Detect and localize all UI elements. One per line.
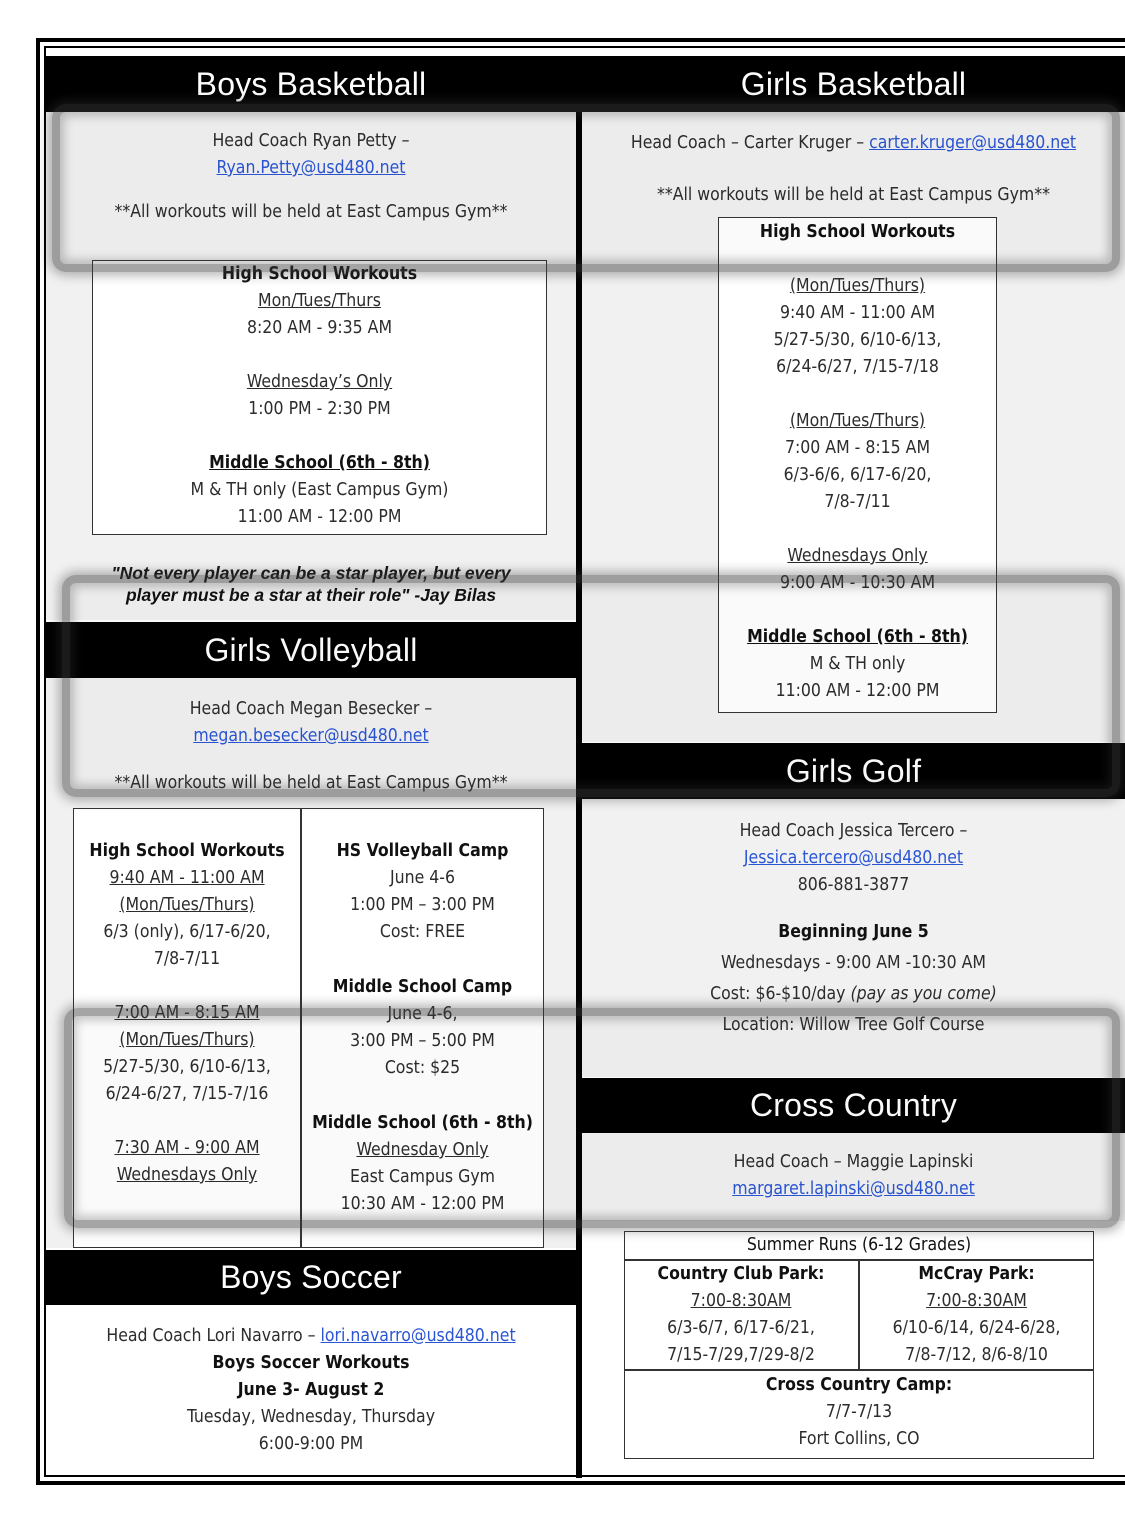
dates-label: June 3- August 2: [237, 1380, 385, 1400]
coach-name: Head Coach Megan Besecker –: [189, 699, 433, 719]
section-title: Girls Golf: [785, 752, 922, 789]
time-label: 6:00-9:00 PM: [258, 1434, 364, 1454]
camp-time: 3:00 PM – 5:00 PM: [350, 1031, 495, 1051]
section-title: Girls Basketball: [740, 65, 967, 102]
boys-soccer-header: [46, 1250, 576, 1305]
cost: Cost: $6-$10/day: [710, 984, 851, 1004]
ms-heading: Middle School (6th - 8th): [747, 627, 968, 647]
time-label: 9:40 AM - 11:00 AM: [109, 868, 265, 888]
camp-dates: June 4-6: [389, 868, 455, 888]
days-label: Wednesdays Only: [787, 546, 928, 566]
schedule: Wednesdays - 9:00 AM -10:30 AM: [720, 953, 987, 973]
mccray-park-cell: [859, 1261, 1094, 1369]
coach-name: Head Coach Ryan Petty –: [212, 131, 410, 151]
park-name: Country Club Park:: [657, 1264, 825, 1284]
time-label: 9:00 AM - 10:30 AM: [779, 573, 936, 593]
camp-heading: Cross Country Camp:: [765, 1375, 953, 1395]
ms-days: M & TH only: [809, 654, 906, 674]
location-note: **All workouts will be held at East Campus Gym**: [657, 185, 1050, 205]
hs-workouts-heading: High School Workouts: [89, 841, 285, 861]
dates-label: 6/3-6/6, 6/17-6/20,: [783, 465, 932, 485]
ms-location: East Campus Gym: [350, 1167, 495, 1187]
hs-workouts-heading: High School Workouts: [221, 264, 418, 284]
camp-dates: June 4-6,: [387, 1004, 458, 1024]
boys-soccer-info: [46, 1323, 576, 1458]
highlight-overlay: [64, 1008, 1120, 1228]
time-label: 7:00 AM - 8:15 AM: [784, 438, 931, 458]
dates-label: 6/3 (only), 6/17-6/20,: [103, 922, 271, 942]
park-dates: 6/3-6/7, 6/17-6/21,: [667, 1318, 815, 1338]
time-label: 7:00 AM - 8:15 AM: [114, 1003, 260, 1023]
time-label: 1:00 PM - 2:30 PM: [248, 399, 391, 419]
quote-line: "Not every player can be a star player, but every: [111, 563, 511, 583]
location: Location: Willow Tree Golf Course: [722, 1015, 985, 1035]
workouts-heading: Boys Soccer Workouts: [212, 1353, 410, 1373]
ms-days: Wednesday Only: [356, 1140, 489, 1160]
dates-label: 6/24-6/27, 7/15-7/18: [776, 357, 939, 377]
park-time: 7:00-8:30AM: [690, 1291, 792, 1311]
section-title: Boys Basketball: [195, 65, 427, 102]
phone-number: 806-881-3877: [797, 875, 910, 895]
ms-camp-heading: Middle School Camp: [332, 977, 513, 997]
coach-email-link[interactable]: Jessica.tercero@usd480.net: [743, 848, 964, 868]
ms-heading: Middle School (6th - 8th): [209, 453, 430, 473]
park-dates: 7/15-7/29,7/29-8/2: [667, 1345, 815, 1365]
coach-email-link[interactable]: margaret.lapinski@usd480.net: [732, 1179, 975, 1199]
hs-workouts-heading: High School Workouts: [759, 222, 956, 242]
days-label: Wednesday’s Only: [246, 372, 393, 392]
girls-golf-info: [582, 818, 1125, 1039]
ms-time: 11:00 AM - 12:00 PM: [775, 681, 940, 701]
days-label: (Mon/Tues/Thurs): [789, 411, 926, 431]
location-note: **All workouts will be held at East Campus Gym**: [114, 773, 508, 793]
dates-label: 7/8-7/11: [153, 949, 221, 969]
days-label: Tuesday, Wednesday, Thursday: [186, 1407, 436, 1427]
coach-email-link[interactable]: lori.navarro@usd480.net: [320, 1326, 516, 1346]
quote-line: player must be a star at their role" -Jay Bilas: [125, 585, 497, 605]
dates-label: 5/27-5/30, 6/10-6/13,: [773, 330, 942, 350]
highlight-overlay: [52, 104, 1120, 272]
start-date: Beginning June 5: [778, 922, 929, 942]
location-note: **All workouts will be held at East Campus Gym**: [114, 202, 508, 222]
camp-dates: 7/7-7/13: [825, 1402, 893, 1422]
camp-cost: Cost: FREE: [379, 922, 466, 942]
cross-country-camp-cell: [624, 1372, 1094, 1453]
coach-email-link[interactable]: carter.kruger@usd480.net: [869, 133, 1077, 153]
coach-email-link[interactable]: megan.besecker@usd480.net: [193, 726, 429, 746]
section-title: Cross Country: [749, 1087, 958, 1123]
coach-name: Head Coach Lori Navarro –: [106, 1326, 321, 1346]
time-label: 8:20 AM - 9:35 AM: [246, 318, 393, 338]
ms-days: M & TH only (East Campus Gym): [190, 480, 449, 500]
camp-heading: HS Volleyball Camp: [336, 841, 509, 861]
time-label: 9:40 AM - 11:00 AM: [779, 303, 936, 323]
time-label: 7:30 AM - 9:00 AM: [114, 1138, 260, 1158]
dates-label: 5/27-5/30, 6/10-6/13,: [103, 1057, 271, 1077]
days-label: (Mon/Tues/Thurs): [119, 1030, 255, 1050]
camp-time: 1:00 PM – 3:00 PM: [350, 895, 495, 915]
days-label: Mon/Tues/Thurs: [258, 291, 381, 311]
park-dates: 6/10-6/14, 6/24-6/28,: [892, 1318, 1061, 1338]
section-title: Girls Volleyball: [204, 631, 418, 668]
ms-time: 11:00 AM - 12:00 PM: [237, 507, 402, 527]
coach-name: Head Coach – Maggie Lapinski: [733, 1152, 974, 1172]
summer-runs-heading: Summer Runs (6-12 Grades): [746, 1235, 972, 1255]
camp-cost: Cost: $25: [384, 1058, 461, 1078]
summer-runs-heading-cell: [624, 1232, 1094, 1259]
ms-heading: Middle School (6th - 8th): [312, 1113, 533, 1133]
coach-name: Head Coach – Carter Kruger –: [630, 133, 870, 153]
boys-basketball-schedule: [92, 261, 547, 531]
country-club-park-cell: [624, 1261, 858, 1369]
park-dates: 7/8-7/12, 8/6-8/10: [905, 1345, 1048, 1365]
days-label: (Mon/Tues/Thurs): [119, 895, 255, 915]
cost-note: (pay as you come): [850, 984, 997, 1004]
dates-label: 7/8-7/11: [824, 492, 891, 512]
coach-email-link[interactable]: Ryan.Petty@usd480.net: [216, 158, 406, 178]
section-title: Boys Soccer: [220, 1259, 402, 1295]
park-name: McCray Park:: [918, 1264, 1035, 1284]
coach-name: Head Coach Jessica Tercero –: [739, 821, 968, 841]
camp-location: Fort Collins, CO: [798, 1429, 920, 1449]
days-label: Wednesdays Only: [116, 1165, 258, 1185]
park-time: 7:00-8:30AM: [926, 1291, 1027, 1311]
highlight-overlay: [62, 575, 1120, 797]
days-label: (Mon/Tues/Thurs): [789, 276, 926, 296]
ms-time: 10:30 AM - 12:00 PM: [340, 1194, 505, 1214]
dates-label: 6/24-6/27, 7/15-7/16: [105, 1084, 269, 1104]
